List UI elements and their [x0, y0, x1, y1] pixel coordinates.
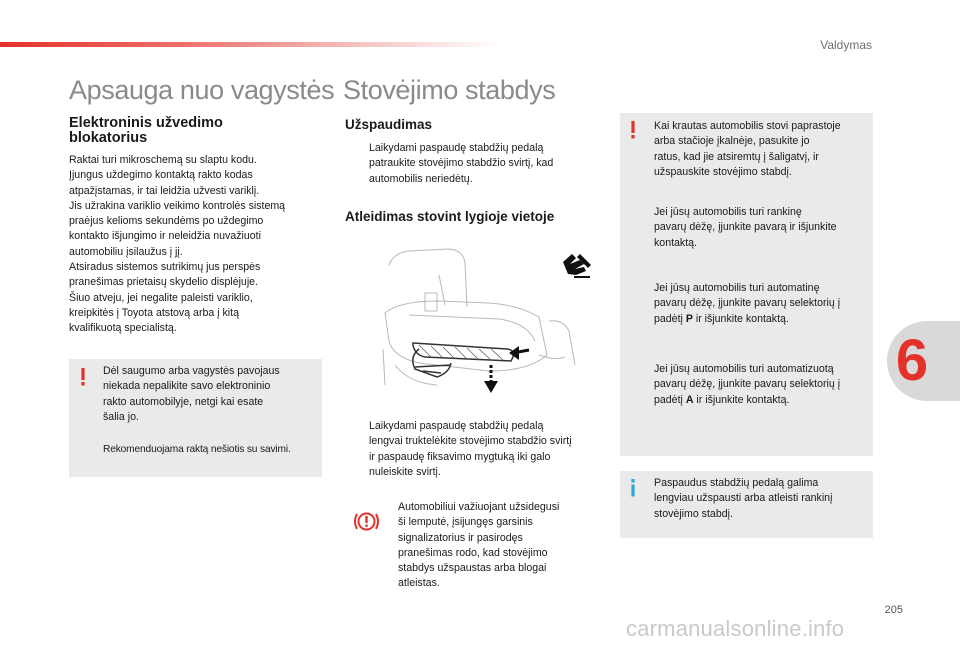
- releasing-text: [369, 419, 604, 480]
- section-label: Valdymas: [820, 38, 872, 52]
- applying-text: [369, 141, 604, 187]
- text-line: Kai krautas automobilis stovi paprastoje: [654, 120, 841, 132]
- chapter-number: 6: [895, 328, 929, 393]
- gear-position-p: P: [685, 312, 693, 325]
- text-line: niekada nepalikite savo elektroninio: [103, 380, 271, 393]
- text-line: Laikydami paspaudę stabdžių pedalą: [369, 142, 544, 154]
- warning-icon: [79, 368, 87, 386]
- text-line: praėjus kelioms sekundėms po uždegimo: [69, 215, 264, 228]
- info-text: [654, 476, 870, 522]
- immobiliser-paragraph: [69, 153, 324, 337]
- slope-warning-p3: [654, 281, 870, 327]
- page-number: 205: [884, 604, 903, 616]
- applying-heading: Užspaudimas: [345, 117, 433, 132]
- text-line: stovėjimo stabdį.: [654, 507, 733, 520]
- releasing-heading: Atleidimas stovint lygioje vietoje: [345, 209, 555, 224]
- text-line: lengviau užspausti arba atleisti rankinį: [654, 492, 833, 505]
- text-line: Paspaudus stabdžių pedalą galima: [654, 477, 819, 489]
- text-line: Jei jūsų automobilis turi rankinę: [654, 206, 802, 218]
- text-line: Šiuo atveju, jei negalite paleisti variklio,: [69, 291, 253, 304]
- immobiliser-heading-line2: blokatorius: [69, 130, 148, 146]
- text-line: Įjungus uždegimo kontaktą rakto kodas: [69, 169, 253, 182]
- watermark: carmanualsonline.info: [626, 616, 845, 641]
- text-line: lengvai truktelėkite stovėjimo stabdžio svirtį: [369, 435, 572, 448]
- text-line: automobilis neriedėtų.: [369, 172, 473, 185]
- text-line: ratus, kad jie atsiremtų į šaligatvį, ir: [654, 150, 819, 163]
- text-line: atleistas.: [398, 577, 440, 590]
- slope-warning-p2: [654, 205, 870, 251]
- key-warning-text: [103, 364, 318, 425]
- text-line: patraukite stovėjimo stabdžio svirtį, kad: [369, 157, 554, 170]
- text-line: arba stačioje įkalnėje, pasukite jo: [654, 135, 810, 148]
- brake-lamp-note: [398, 500, 608, 592]
- hand-brake-icon: [560, 250, 594, 280]
- text-line: šalia jo.: [103, 410, 139, 423]
- page-title-anti-theft: Apsauga nuo vagystės: [69, 75, 335, 105]
- text-line: Automobiliui važiuojant užsidegusi: [398, 501, 560, 513]
- page-title-parking-brake: Stovėjimo stabdys: [343, 75, 556, 105]
- slope-warning-p4: [654, 362, 870, 408]
- text-fragment: ir išjunkite kontaktą.: [693, 393, 790, 406]
- text-line: ir paspaudę fiksavimo mygtuką iki galo: [369, 450, 551, 463]
- text-line: pavarų dėžę, įjunkite pavarų selektorių į: [654, 378, 841, 391]
- text-line: rakto automobilyje, netgi kai esate: [103, 395, 264, 408]
- warning-icon: [629, 121, 637, 139]
- slope-warning-p1: [654, 119, 870, 180]
- text-line: pavarų dėžę, įjunkite pavarą ir išjunkite: [654, 221, 837, 234]
- text-line: [654, 312, 870, 327]
- gear-position-a: A: [685, 393, 694, 406]
- brake-warning-lamp-icon: [353, 508, 380, 535]
- text-fragment: padėtį: [654, 312, 686, 325]
- text-line: automobiliu įsilaužus į jį.: [69, 245, 183, 258]
- text-line: užspauskite stovėjimo stabdį.: [654, 165, 792, 178]
- text-line: ši lemputė, įsijungęs garsinis: [398, 516, 533, 529]
- text-line: Atsiradus sistemos sutrikimų jus perspės: [69, 261, 261, 274]
- text-line: Jei jūsų automobilis turi automatizuotą: [654, 363, 834, 375]
- text-line: stabdys užspaustas arba blogai: [398, 562, 547, 575]
- key-recommendation: Rekomenduojama raktą nešiotis su savimi.: [103, 444, 291, 455]
- text-line: Jei jūsų automobilis turi automatinę: [654, 282, 820, 294]
- text-line: kontakto išjungimo ir neleidžia nuvažiuoti: [69, 230, 261, 243]
- immobiliser-heading-line1: Elektroninis užvedimo: [69, 115, 223, 131]
- immobiliser-heading: [69, 116, 223, 146]
- text-line: pranešimas rodo, kad stovėjimo: [398, 546, 548, 559]
- text-fragment: ir išjunkite kontaktą.: [692, 312, 789, 325]
- text-line: pranešimas prietaisų skydelio displėjuje.: [69, 276, 259, 289]
- text-line: [654, 393, 870, 408]
- text-line: kreipkitės į Toyota atstovą arba į kitą: [69, 306, 239, 319]
- text-line: Raktai turi mikroschemą su slaptu kodu.: [69, 154, 257, 166]
- text-line: nuleiskite svirtį.: [369, 465, 441, 478]
- text-line: pavarų dėžę, įjunkite pavarų selektorių į: [654, 297, 841, 310]
- text-line: atpažįstamas, ir tai leidžia užvesti variklį.: [69, 184, 260, 197]
- text-line: kvalifikuotą specialistą.: [69, 322, 177, 335]
- text-line: Jis užrakina variklio veikimo kontrolės sistemą: [69, 199, 286, 212]
- info-icon: [629, 479, 637, 497]
- text-line: Laikydami paspaudę stabdžių pedalą: [369, 420, 544, 432]
- text-line: kontaktą.: [654, 236, 697, 249]
- text-line: signalizatorius ir pasirodęs: [398, 531, 523, 544]
- text-fragment: padėtį: [654, 393, 686, 406]
- header-accent-bar: [0, 42, 500, 47]
- text-line: Dėl saugumo arba vagystės pavojaus: [103, 365, 280, 377]
